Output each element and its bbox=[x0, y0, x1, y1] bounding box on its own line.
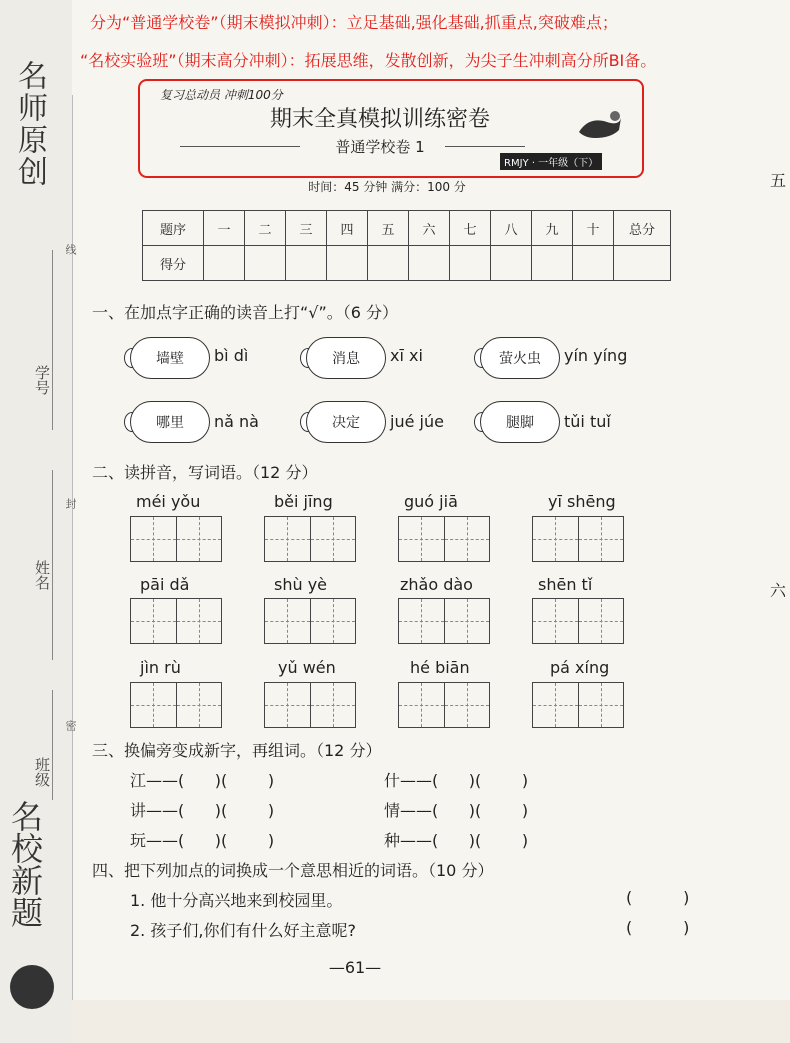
writing-grid[interactable] bbox=[264, 682, 356, 728]
writing-grid[interactable] bbox=[532, 516, 624, 562]
q2-pinyin: běi jīng bbox=[274, 492, 333, 511]
q1-options[interactable]: nǎ nà bbox=[214, 412, 259, 431]
q1-word-cloud: 萤火虫 bbox=[480, 337, 560, 379]
writing-grid[interactable] bbox=[130, 598, 222, 644]
q4-title: 四、把下列加点的词换成一个意思相近的词语。（10 分） bbox=[92, 861, 494, 880]
score-cell[interactable] bbox=[573, 246, 614, 281]
score-cell[interactable] bbox=[532, 246, 573, 281]
q2-pinyin: hé biān bbox=[410, 658, 470, 677]
edge-section-six: 六 bbox=[770, 581, 787, 600]
field-line bbox=[52, 250, 53, 430]
score-cell[interactable] bbox=[491, 246, 532, 281]
score-cell[interactable] bbox=[368, 246, 409, 281]
writing-grid[interactable] bbox=[532, 598, 624, 644]
q1-word-cloud: 墙壁 bbox=[130, 337, 210, 379]
q2-pinyin: méi yǒu bbox=[136, 492, 201, 511]
table-col: 一 bbox=[204, 211, 245, 246]
score-cell[interactable] bbox=[614, 246, 671, 281]
table-col: 五 bbox=[368, 211, 409, 246]
q1-word-cloud: 腿脚 bbox=[480, 401, 560, 443]
q4-answer-blank[interactable]: ( ) bbox=[626, 918, 690, 937]
name-label: 姓名 bbox=[33, 560, 51, 590]
table-col: 四 bbox=[327, 211, 368, 246]
q2-pinyin: guó jiā bbox=[404, 492, 458, 511]
brand-top-logo: 名师原创 bbox=[12, 60, 47, 188]
q1-word-cloud: 消息 bbox=[306, 337, 386, 379]
score-cell[interactable] bbox=[409, 246, 450, 281]
q3-row-left[interactable]: 玩——( )( ) bbox=[130, 831, 275, 850]
q2-pinyin: shù yè bbox=[274, 575, 328, 594]
seal-char-seal: 封 bbox=[64, 498, 77, 509]
q2-pinyin: yǔ wén bbox=[278, 658, 336, 677]
score-cell[interactable] bbox=[327, 246, 368, 281]
table-col: 七 bbox=[450, 211, 491, 246]
q2-pinyin: pá xíng bbox=[550, 658, 610, 677]
table-col: 十 bbox=[573, 211, 614, 246]
table-col: 六 bbox=[409, 211, 450, 246]
score-table bbox=[142, 210, 671, 281]
score-cell[interactable] bbox=[450, 246, 491, 281]
page-bottom-edge bbox=[72, 1000, 790, 1043]
review-tag: 复习总动员 冲刺100分 bbox=[160, 88, 283, 102]
field-line bbox=[52, 690, 53, 800]
q1-options[interactable]: tǔi tuǐ bbox=[564, 412, 611, 431]
q2-title: 二、读拼音，写词语。（12 分） bbox=[92, 463, 318, 482]
q1-word-cloud: 决定 bbox=[306, 401, 386, 443]
q3-row-left[interactable]: 讲——( )( ) bbox=[130, 801, 275, 820]
score-cell[interactable] bbox=[286, 246, 327, 281]
page-number: —61— bbox=[328, 958, 382, 977]
q2-pinyin: shēn tǐ bbox=[538, 575, 593, 594]
table-col: 八 bbox=[491, 211, 532, 246]
q1-word-cloud: 哪里 bbox=[130, 401, 210, 443]
writing-grid[interactable] bbox=[532, 682, 624, 728]
exam-meta: 时间：45 分钟 满分：100 分 bbox=[308, 180, 466, 194]
score-cell[interactable] bbox=[204, 246, 245, 281]
q3-row-right[interactable]: 种——( )( ) bbox=[384, 831, 529, 850]
page-title: 期末全真模拟训练密卷 bbox=[269, 107, 490, 132]
q4-answer-blank[interactable]: ( ) bbox=[626, 888, 690, 907]
table-col: 二 bbox=[245, 211, 286, 246]
margin-divider bbox=[72, 95, 73, 1035]
table-header-label: 题序 bbox=[143, 211, 204, 246]
promo-line-2: “名校实验班”（期末高分冲刺）：拓展思维，发散创新，为尖子生冲刺高分所BI备。 bbox=[80, 51, 657, 70]
table-col: 三 bbox=[286, 211, 327, 246]
edge-section-five: 五 bbox=[770, 171, 787, 190]
page-subtitle: 普通学校卷 1 bbox=[335, 138, 425, 156]
field-line bbox=[52, 470, 53, 660]
writing-grid[interactable] bbox=[130, 682, 222, 728]
divider bbox=[445, 146, 525, 147]
writing-grid[interactable] bbox=[398, 682, 490, 728]
q2-pinyin: pāi dǎ bbox=[140, 575, 190, 594]
q2-pinyin: jìn rù bbox=[140, 658, 181, 677]
brand-bottom-logo: 名校新题 bbox=[6, 800, 44, 928]
series-badge: RMJY · 一年级（下） bbox=[500, 153, 602, 170]
score-cell[interactable] bbox=[245, 246, 286, 281]
q2-pinyin: zhǎo dào bbox=[400, 575, 473, 594]
writing-grid[interactable] bbox=[398, 516, 490, 562]
seal-char-secret: 密 bbox=[64, 720, 77, 731]
q1-options[interactable]: yín yíng bbox=[564, 346, 628, 365]
q3-title: 三、换偏旁变成新字，再组词。（12 分） bbox=[92, 741, 382, 760]
q1-options[interactable]: xī xi bbox=[390, 346, 423, 365]
class-label: 班级 bbox=[33, 757, 51, 787]
q3-row-left[interactable]: 江——( )( ) bbox=[130, 771, 275, 790]
q1-options[interactable]: jué júe bbox=[390, 412, 444, 431]
q1-options[interactable]: bì dì bbox=[214, 346, 249, 365]
whale-icon bbox=[575, 108, 625, 148]
q3-row-right[interactable]: 情——( )( ) bbox=[384, 801, 529, 820]
table-col-total: 总分 bbox=[614, 211, 671, 246]
writing-grid[interactable] bbox=[264, 598, 356, 644]
student-number-label: 学号 bbox=[33, 365, 51, 395]
seal-char-line: 线 bbox=[64, 244, 77, 255]
q1-title: 一、在加点字正确的读音上打“√”。（6 分） bbox=[92, 303, 399, 322]
q4-item: 2. 孩子们,你们有什么好主意呢? bbox=[130, 921, 356, 940]
writing-grid[interactable] bbox=[264, 516, 356, 562]
writing-grid[interactable] bbox=[398, 598, 490, 644]
writing-grid[interactable] bbox=[130, 516, 222, 562]
q2-pinyin: yī shēng bbox=[548, 492, 616, 511]
score-row-label: 得分 bbox=[143, 246, 204, 281]
promo-line-1: 分为“普通学校卷”（期末模拟冲刺）：立足基础,强化基础,抓重点,突破难点； bbox=[90, 13, 618, 32]
q3-row-right[interactable]: 什——( )( ) bbox=[384, 771, 529, 790]
table-col: 九 bbox=[532, 211, 573, 246]
q4-item: 1. 他十分高兴地来到校园里。 bbox=[130, 891, 343, 910]
